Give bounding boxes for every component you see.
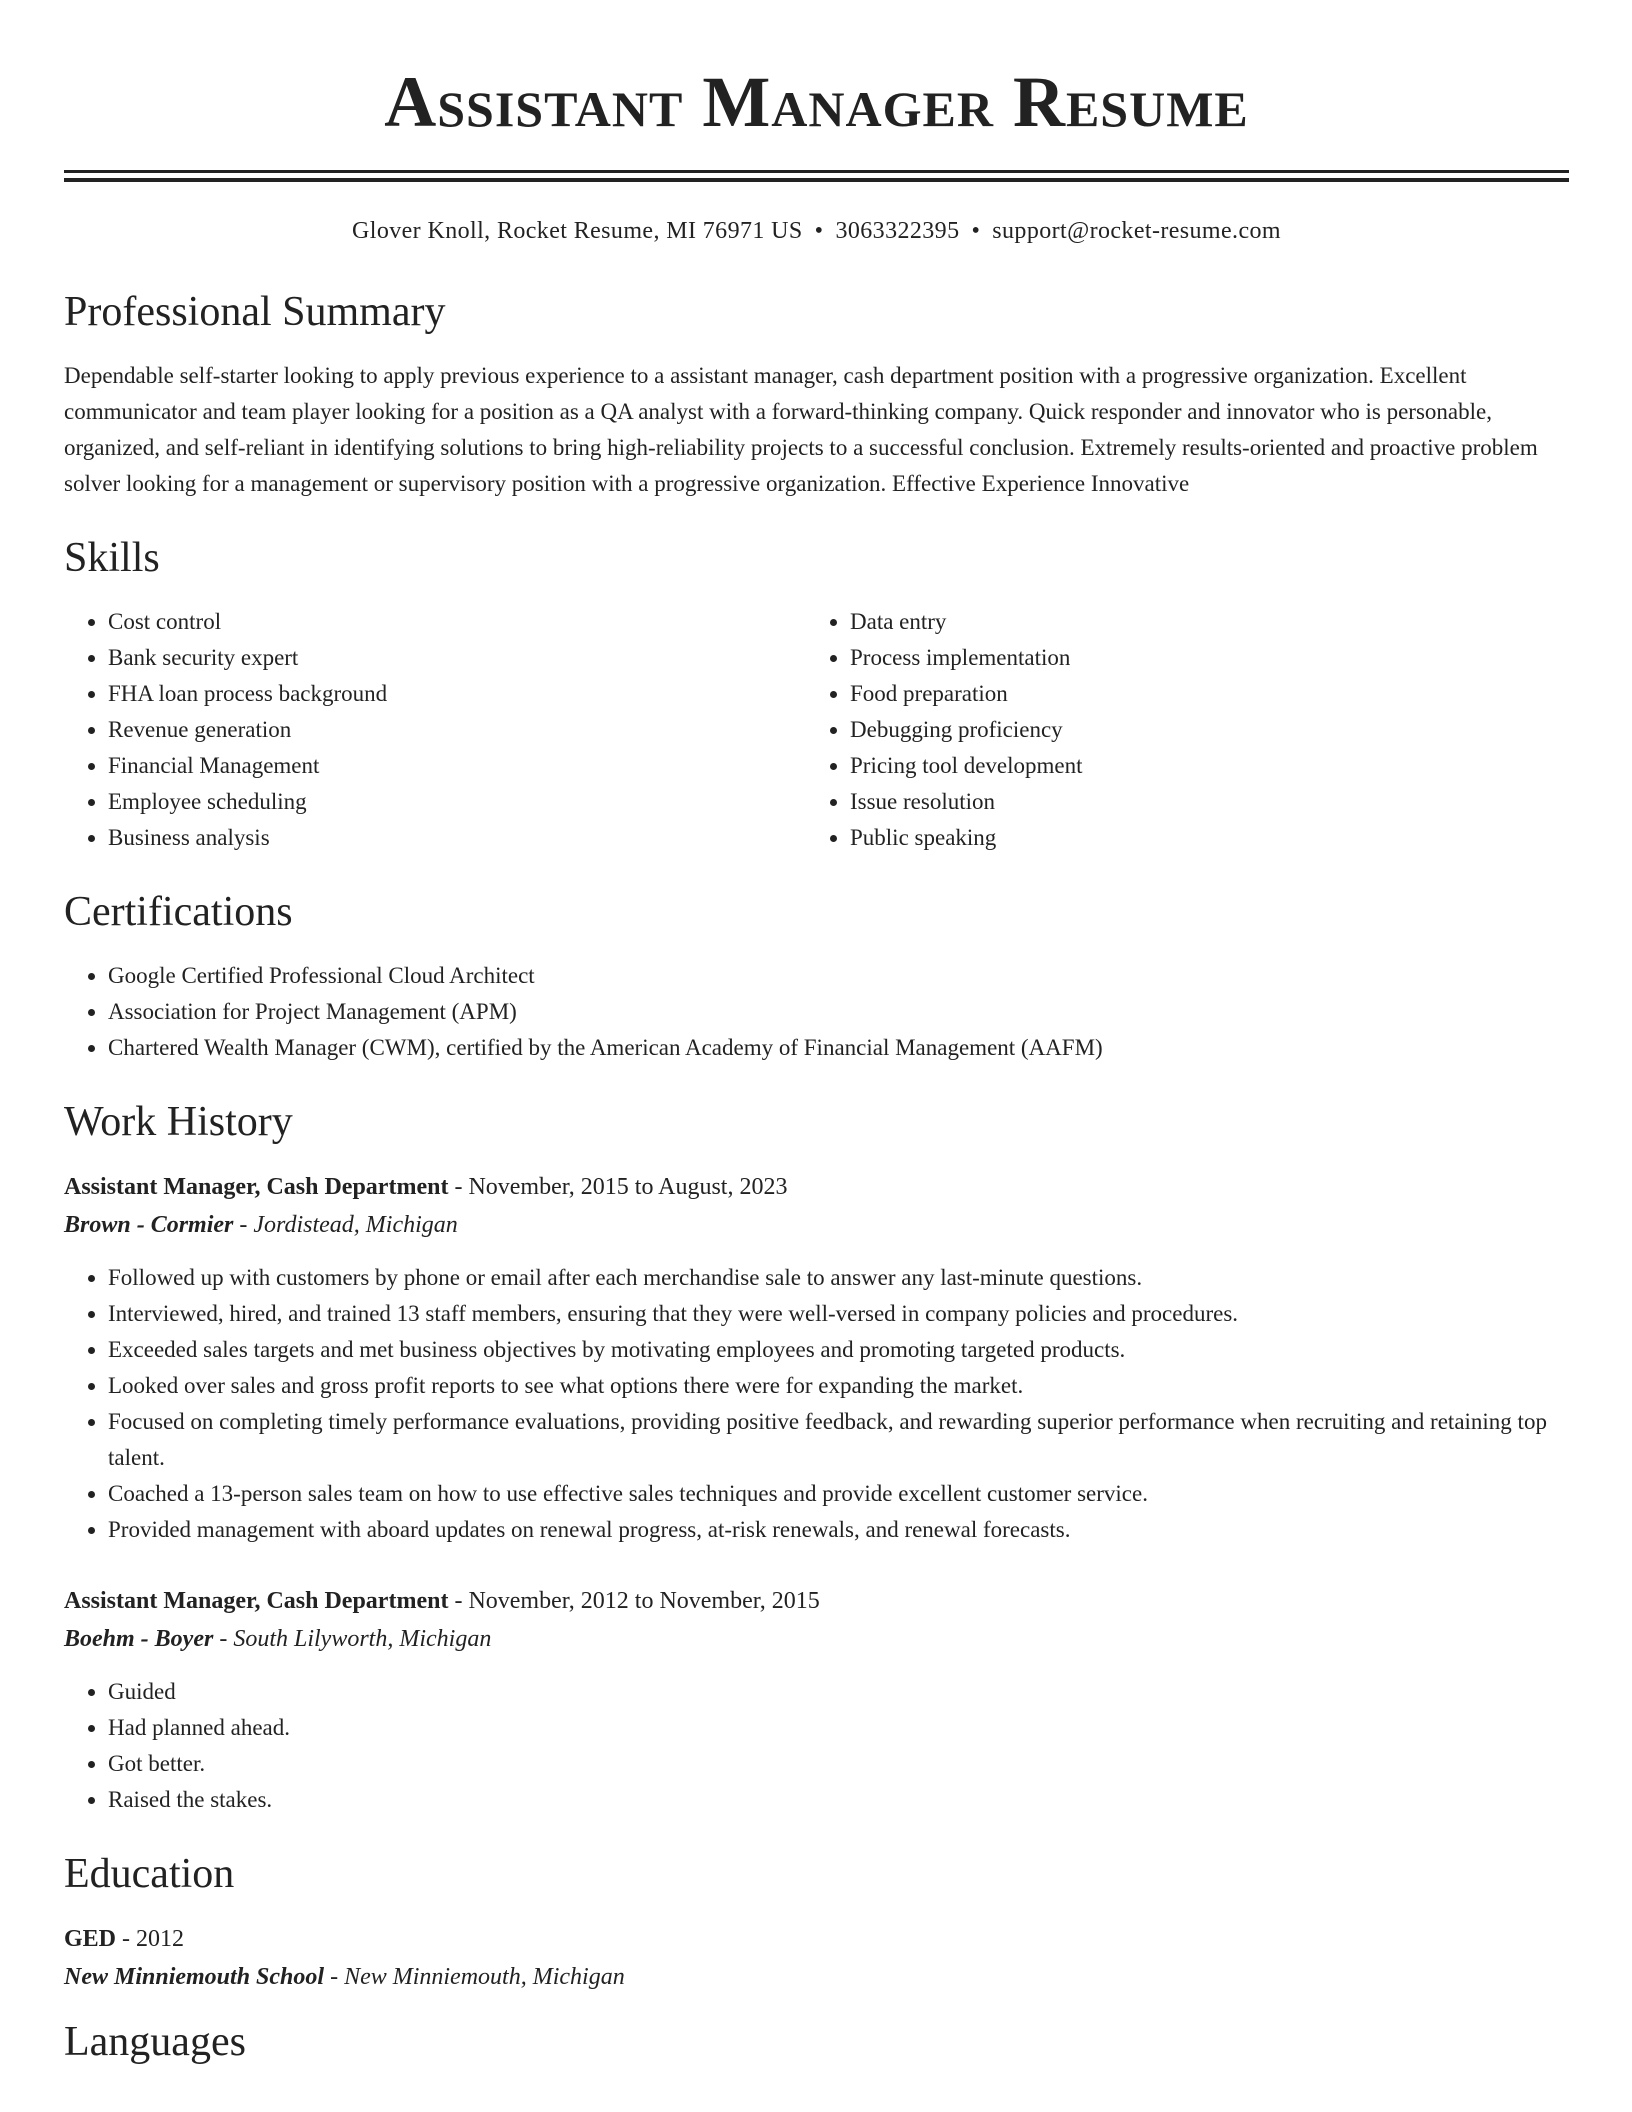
skill-item: • Employee scheduling <box>108 784 806 820</box>
skill-item: • Food preparation <box>850 676 1550 712</box>
education-entry <box>64 1920 1569 1996</box>
resume-page <box>64 0 1569 2068</box>
education-location: New Minniemouth, Michigan <box>344 1964 625 1990</box>
certification-item: • Association for Project Management (APM) <box>108 994 1569 1030</box>
title-divider <box>64 170 1569 173</box>
job-title-line <box>64 1582 1569 1620</box>
job-bullets <box>64 1674 1569 1818</box>
skills-heading: Skills <box>64 535 160 581</box>
skills-list-left <box>64 604 806 856</box>
skill-item: • Debugging proficiency <box>850 712 1550 748</box>
work-history-heading: Work History <box>64 1099 293 1145</box>
job-location: Jordistead, Michigan <box>253 1212 458 1238</box>
job-bullet: • Interviewed, hired, and trained 13 staff members, ensuring that they were well-versed in company policies and procedures. <box>108 1296 1569 1332</box>
job-bullet: • Looked over sales and gross profit reports to see what options there were for expanding the market. <box>108 1368 1569 1404</box>
job-bullet: • Exceeded sales targets and met business objectives by motivating employees and promoting targeted products. <box>108 1332 1569 1368</box>
skill-item: • Issue resolution <box>850 784 1550 820</box>
skills-columns <box>64 604 1569 856</box>
education-degree: GED <box>64 1926 117 1952</box>
contact-phone: 3063322395 <box>835 218 960 244</box>
education-year: 2012 <box>136 1926 185 1952</box>
skill-item: • Cost control <box>108 604 806 640</box>
summary-heading: Professional Summary <box>64 289 446 335</box>
job-dash: - <box>233 1212 254 1238</box>
summary-text: Dependable self-starter looking to apply previous experience to a assistant manager, cash department position with a progressive organization. Excellent communicator and team player looking for a position as a QA analyst with a forward-thinking company. Quick responder and innovator who is personable, organized, and self-reliant in identifying solutions to bring high-reliability projects to a successful conclusion. Extremely results-oriented and proactive problem solver looking for a management or supervisory position with a progressive organization. Effective Experience Innovative <box>64 363 1538 496</box>
job-dash: - <box>448 1588 469 1614</box>
skills-list-right <box>806 604 1550 856</box>
job-bullet: • Had planned ahead. <box>108 1710 1569 1746</box>
skill-item: • Revenue generation <box>108 712 806 748</box>
job-title: Assistant Manager, Cash Department <box>64 1174 449 1200</box>
job-bullet: • Coached a 13-person sales team on how to use effective sales techniques and provide excellent customer service. <box>108 1476 1569 1512</box>
skill-item: • Pricing tool development <box>850 748 1550 784</box>
skill-item: • Business analysis <box>108 820 806 856</box>
job-bullet: • Followed up with customers by phone or email after each merchandise sale to answer any last-minute questions. <box>108 1260 1569 1296</box>
job-bullet: • Raised the stakes. <box>108 1782 1569 1818</box>
education-dash: - <box>116 1926 137 1952</box>
job-bullet: • Focused on completing timely performance evaluations, providing positive feedback, and rewarding superior performance when recruiting and retaining top talent. <box>108 1404 1569 1476</box>
job-bullet: • Guided <box>108 1674 1569 1710</box>
certification-item: • Chartered Wealth Manager (CWM), certified by the American Academy of Financial Management (AAFM) <box>108 1030 1569 1066</box>
education-dash: - <box>324 1964 345 1990</box>
skill-item: • Data entry <box>850 604 1550 640</box>
contact-address: Glover Knoll, Rocket Resume, MI 76971 US <box>352 218 803 244</box>
contact-separator: • <box>971 218 981 244</box>
skill-item: • Process implementation <box>850 640 1550 676</box>
job-company-line <box>64 1620 1569 1658</box>
job-location: South Lilyworth, Michigan <box>233 1626 492 1652</box>
job-title-line <box>64 1168 1569 1206</box>
job-bullets <box>64 1260 1569 1548</box>
job-bullet: • Provided management with aboard updates on renewal progress, at-risk renewals, and renewal forecasts. <box>108 1512 1569 1548</box>
languages-heading: Languages <box>64 2019 246 2065</box>
job-company-line <box>64 1206 1569 1244</box>
job-dates: November, 2012 to November, 2015 <box>468 1588 820 1614</box>
job-entry <box>64 1168 1569 1548</box>
job-bullet: • Got better. <box>108 1746 1569 1782</box>
education-school-line <box>64 1958 1569 1996</box>
job-dash: - <box>213 1626 234 1652</box>
education-degree-line <box>64 1920 1569 1958</box>
contact-email: support@rocket-resume.com <box>992 218 1281 244</box>
skill-item: • Financial Management <box>108 748 806 784</box>
contact-separator: • <box>814 218 824 244</box>
certifications-list <box>64 958 1569 1066</box>
job-company: Brown - Cormier <box>64 1212 234 1238</box>
skill-item: • Public speaking <box>850 820 1550 856</box>
title-divider-double <box>64 178 1569 182</box>
resume-title: Assistant Manager Resume <box>384 62 1249 142</box>
education-school: New Minniemouth School <box>64 1964 325 1990</box>
job-title: Assistant Manager, Cash Department <box>64 1588 449 1614</box>
job-company: Boehm - Boyer <box>64 1626 214 1652</box>
job-dash: - <box>448 1174 469 1200</box>
certification-item: • Google Certified Professional Cloud Architect <box>108 958 1569 994</box>
job-entry <box>64 1582 1569 1818</box>
job-dates: November, 2015 to August, 2023 <box>468 1174 788 1200</box>
skill-item: • FHA loan process background <box>108 676 806 712</box>
contact-line <box>64 216 1569 246</box>
skill-item: • Bank security expert <box>108 640 806 676</box>
certifications-heading: Certifications <box>64 889 293 935</box>
education-heading: Education <box>64 1851 235 1897</box>
